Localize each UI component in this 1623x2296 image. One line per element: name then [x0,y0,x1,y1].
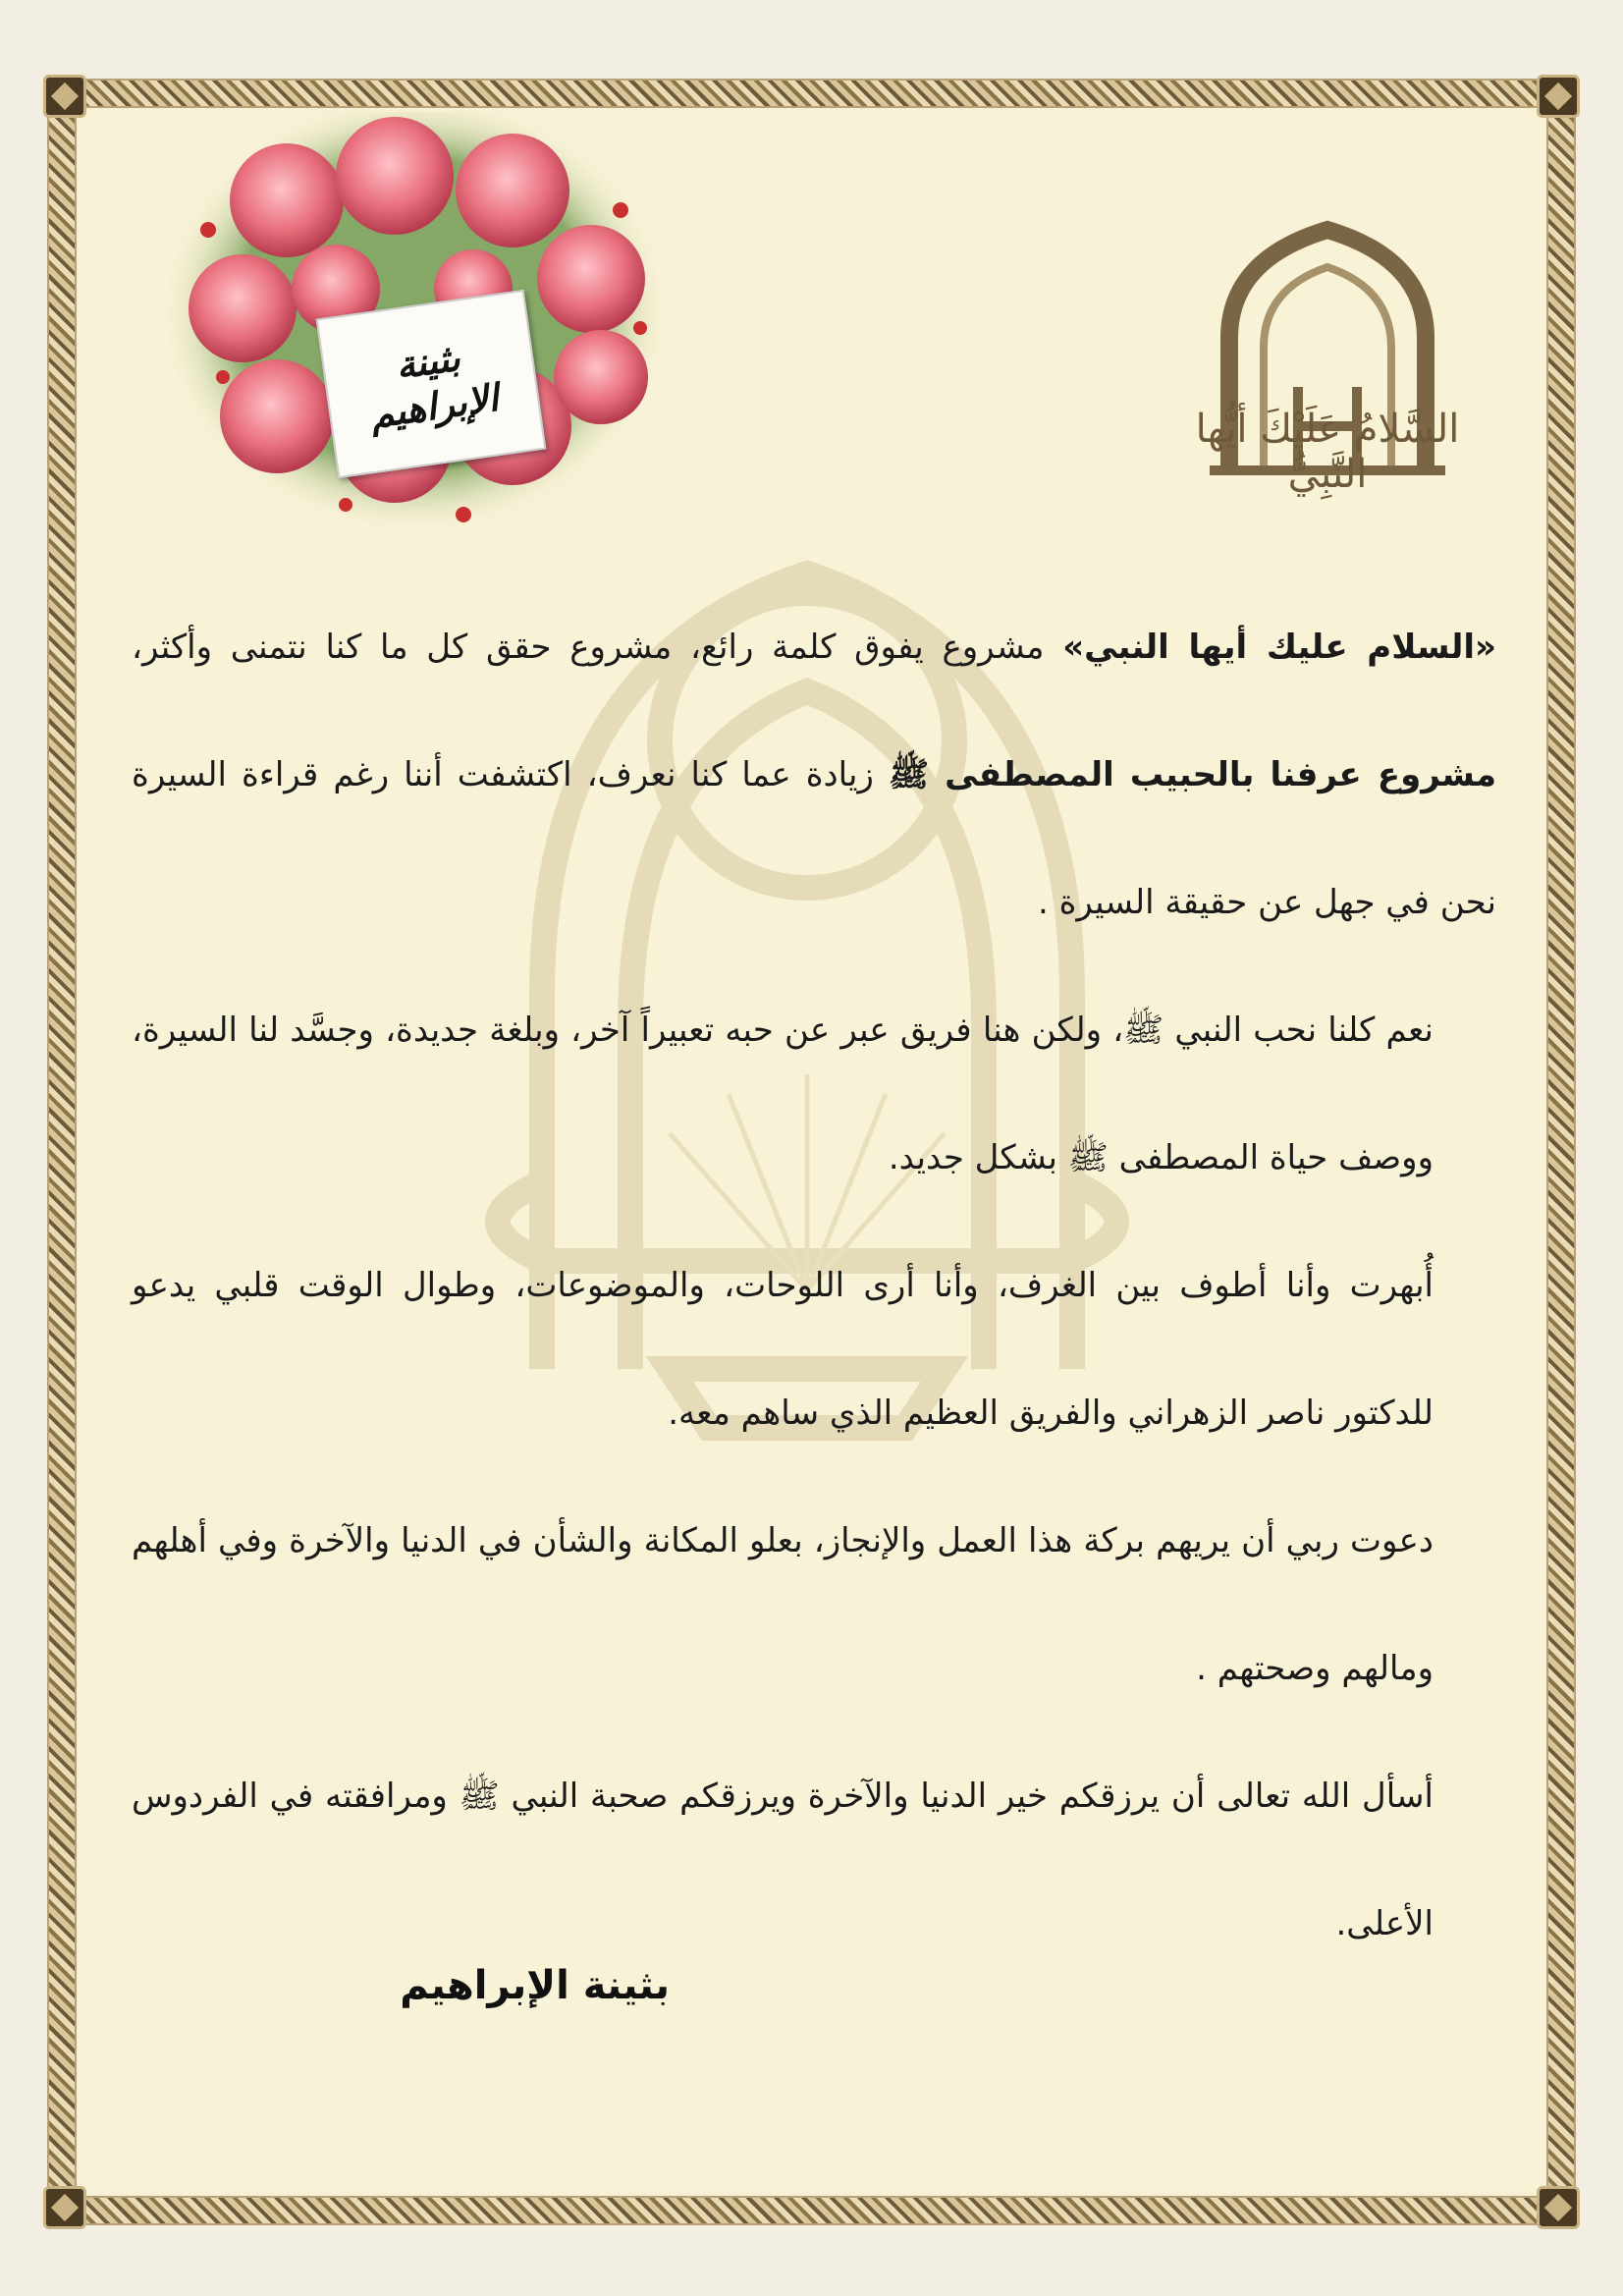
p1-bold-2: مشروع عرفنا بالحبيب المصطفى ﷺ [888,755,1497,794]
p1-text: مشروع يفوق كلمة رائع، مشروع حقق كل ما كنا نتمنى وأكثر، [132,628,1063,667]
letter-body [132,583,1496,1988]
name-card-line1: بثينة [393,335,463,388]
corner-ornament [1537,2186,1580,2229]
signature: بثينة الإبراهيم [400,1963,670,2008]
paragraph-5: أسأل الله تعالى أن يرزقكم خير الدنيا والآخرة ويرزقكم صحبة النبي ﷺ ومرافقته في الفردوس الأعلى. [132,1777,1434,1943]
name-card-line2: الإبراهيم [367,374,502,437]
paragraph-2: نعم كلنا نحب النبي ﷺ، ولكن هنا فريق عبر عن حبه تعبيراً آخر، وبلغة جديدة، وجسَّد لنا السيرة، ووصف حياة المصطفى ﷺ بشكل جديد. [132,1011,1434,1177]
corner-ornament [1537,75,1580,118]
p1-end: زيادة عما كنا نعرف، اكتشفت أننا رغم قراءة السيرة نحن في جهل عن حقيقة السيرة . [132,755,1496,922]
paragraph-1 [132,583,1496,966]
paragraph-4: دعوت ربي أن يريهم بركة هذا العمل والإنجاز، بعلو المكانة والشأن في الدنيا والآخرة وفي أهلهم ومالهم وصحتهم . [132,1521,1434,1688]
letter-content [81,112,1542,2192]
name-card [316,290,547,478]
p1-bold-title: «السلام عليك أيها النبي» [1062,628,1497,667]
paragraph-3: أُبهرت وأنا أطوف بين الغرف، وأنا أرى اللوحات، والموضوعات، وطوال الوقت قلبي يدعو للدكتور ناصر الزهراني والفريق العظيم الذي ساهم معه. [132,1266,1434,1433]
logo-caption: السَّلامُ عَلَيْكَ أيُّها النَّبِيُّ [1195,407,1460,497]
corner-ornament [43,75,86,118]
corner-ornament [43,2186,86,2229]
